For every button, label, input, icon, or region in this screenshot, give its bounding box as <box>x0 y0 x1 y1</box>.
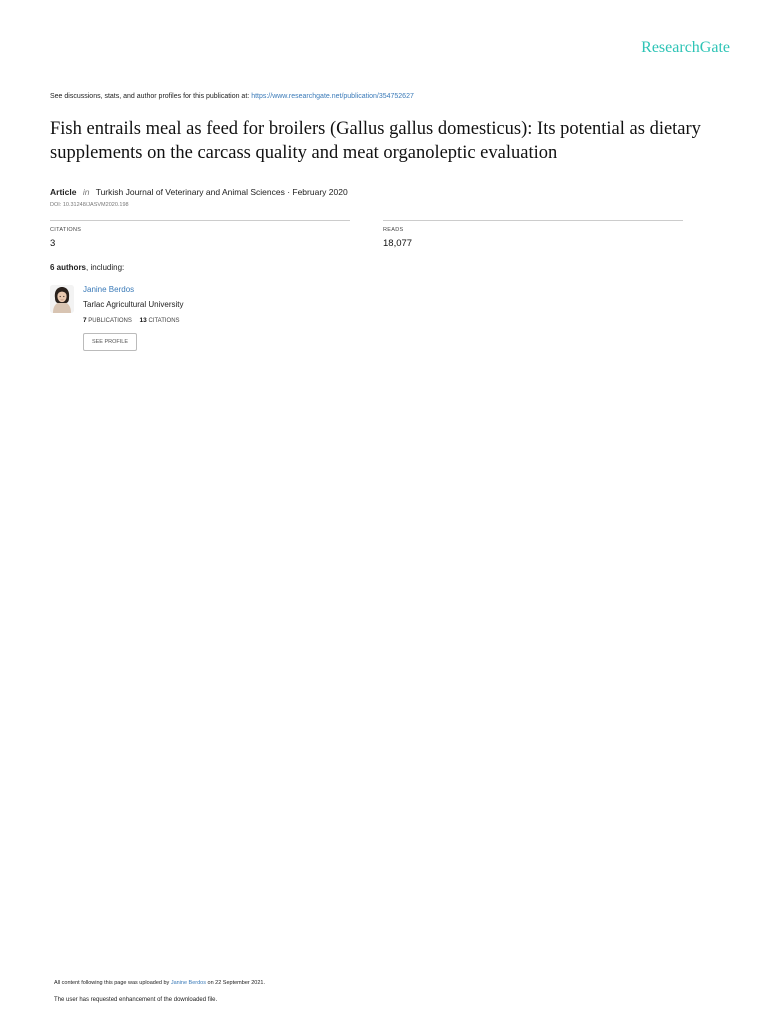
upload-note <box>54 980 265 986</box>
header-note-text: See discussions, stats, and author profiles for this publication at: <box>50 93 250 100</box>
author-stats <box>83 317 180 324</box>
citations-label: CITATIONS <box>50 227 82 233</box>
article-type: Article <box>50 187 77 197</box>
author-publications-label: PUBLICATIONS <box>88 318 132 324</box>
author-name-link[interactable]: Janine Berdos <box>83 285 135 294</box>
uploader-link[interactable]: Janine Berdos <box>170 980 206 986</box>
enhancement-note: The user has requested enhancement of the downloaded file. <box>54 997 218 1003</box>
doi: DOI: 10.31248/JASVM2020.198 <box>50 202 129 208</box>
publication-meta <box>50 187 348 197</box>
author-affiliation: Tarlac Agricultural University <box>83 300 184 309</box>
authors-count: 6 authors <box>50 263 87 272</box>
author-publications-count: 7 <box>83 317 87 324</box>
author-citations-label: CITATIONS <box>148 318 180 324</box>
citations-stat <box>50 220 350 249</box>
header-note <box>50 93 414 100</box>
reads-label: READS <box>383 227 404 233</box>
authors-heading <box>50 263 124 272</box>
upload-note-prefix: All content following this page was uploaded by <box>54 980 170 986</box>
publication-link[interactable]: https://www.researchgate.net/publication/354752627 <box>251 93 414 100</box>
reads-value: 18,077 <box>383 238 413 249</box>
upload-note-suffix: on 22 September 2021. <box>207 980 266 986</box>
researchgate-logo[interactable]: ResearchGate <box>641 39 730 56</box>
in-label: in <box>82 187 90 197</box>
citations-value: 3 <box>50 238 56 249</box>
author-avatar[interactable] <box>50 285 74 313</box>
reads-stat <box>383 220 683 249</box>
journal-date: Turkish Journal of Veterinary and Animal Sciences · February 2020 <box>95 187 348 197</box>
paper-title: Fish entrails meal as feed for broilers (Gallus gallus domesticus): Its potential as dietary supplements on the carcass quality and meat organoleptic evaluation <box>50 119 701 163</box>
author-citations-count: 13 <box>139 317 147 324</box>
authors-suffix: , including: <box>86 263 125 272</box>
see-profile-button[interactable]: SEE PROFILE <box>83 333 137 351</box>
avatar-portrait-icon <box>50 285 74 313</box>
